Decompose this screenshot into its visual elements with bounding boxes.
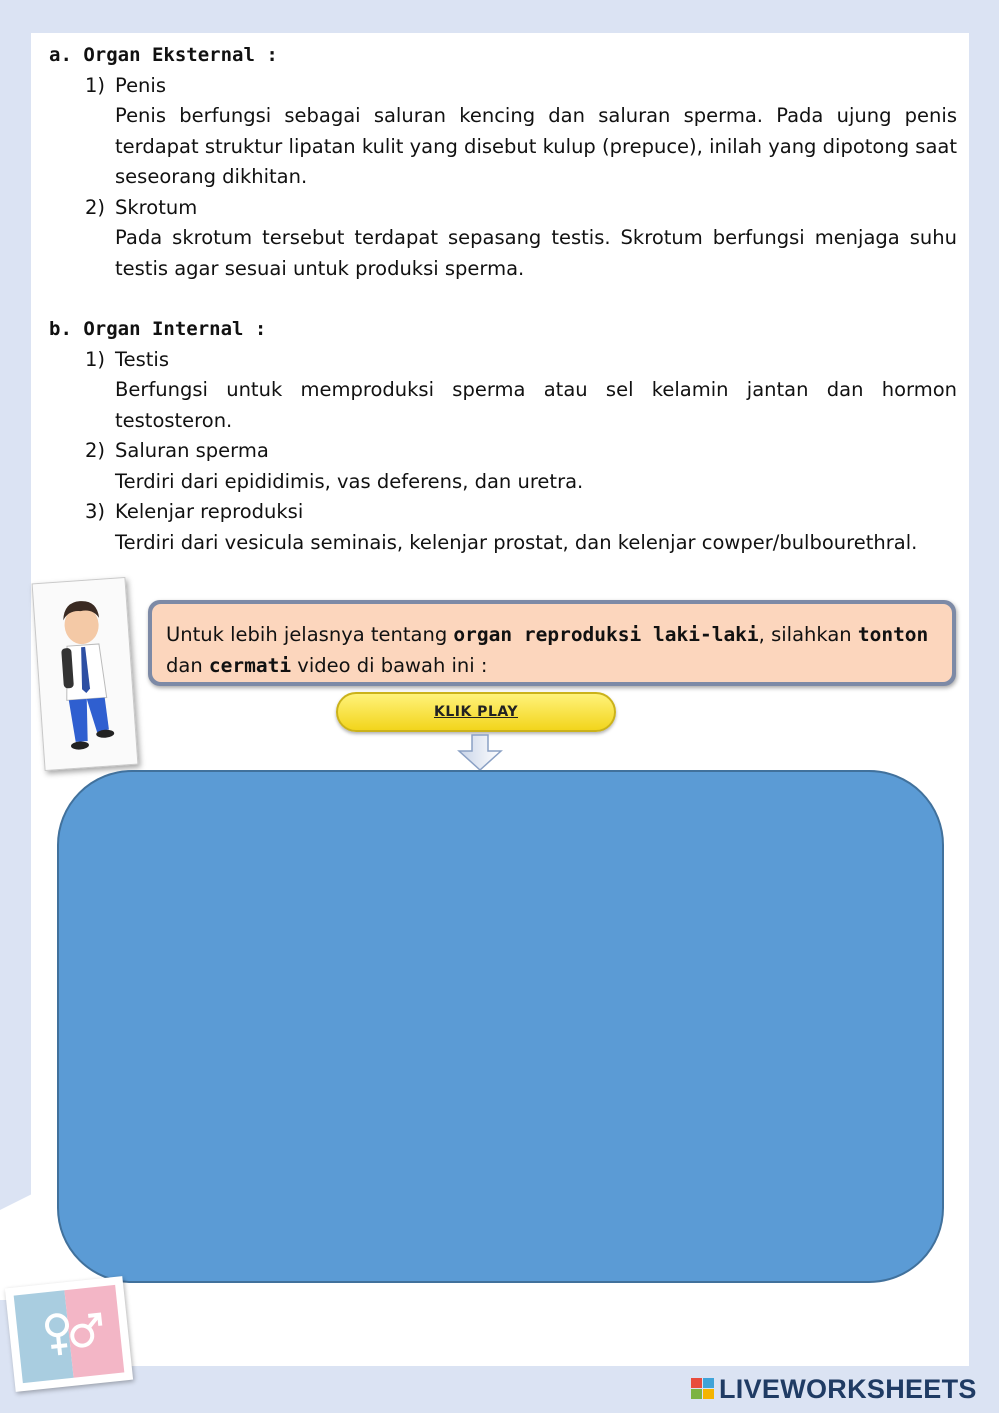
instruction-callout [148, 600, 956, 686]
callout-bold-text: tonton [857, 623, 929, 646]
callout-text: Untuk lebih jelasnya tentang [166, 623, 454, 646]
list-number: 1) [85, 347, 106, 371]
item-description: Pada skrotum tersebut terdapat sepasang testis. Skrotum berfungsi menjaga suhu testis agar sesuai untuk produksi sperma. [115, 226, 957, 280]
callout-bold-text: cermati [208, 654, 292, 677]
list-number: 3) [85, 500, 106, 523]
logo-text: LIVEWORKSHEETS [719, 1373, 977, 1404]
callout-text: dan [166, 654, 209, 677]
list-item-title [49, 436, 957, 467]
item-title: Saluran sperma [115, 439, 269, 462]
external-heading: a. Organ Eksternal : [49, 44, 278, 66]
student-photo-card [32, 577, 139, 771]
item-description: Terdiri dari vesicula seminais, kelenjar prostat, dan kelenjar cowper/bulbourethral. [115, 530, 918, 554]
list-number: 2) [85, 195, 106, 219]
item-description: Berfungsi untuk memproduksi sperma atau sel kelamin jantan dan hormon testosteron. [115, 378, 957, 432]
list-number: 1) [85, 73, 106, 97]
item-description: Penis berfungsi sebagai saluran kencing dan saluran sperma. Pada ujung penis terdapat struktur lipatan kulit yang disebut kulup (prepuce), inilah yang dipotong saat seseorang dikhitan. [115, 104, 957, 188]
play-button[interactable]: KLIK PLAY [336, 692, 616, 732]
callout-bold-text: organ reproduksi laki-laki [453, 623, 759, 646]
callout-text: , silahkan [758, 623, 858, 646]
item-title: Penis [115, 73, 166, 97]
student-icon [33, 578, 138, 770]
corner-decoration [0, 1180, 60, 1300]
gender-symbols-icon [5, 1276, 133, 1392]
item-description: Terdiri dari epididimis, vas deferens, dan uretra. [115, 469, 584, 493]
item-title: Testis [115, 347, 169, 371]
list-item-title [49, 71, 957, 102]
internal-heading: b. Organ Internal : [49, 318, 267, 340]
video-placeholder[interactable] [57, 770, 944, 1283]
liveworksheets-logo-icon [690, 1376, 716, 1402]
gender-sticker [5, 1276, 133, 1392]
list-item-title [49, 193, 957, 224]
item-title: Skrotum [115, 195, 198, 219]
item-title: Kelenjar reproduksi [115, 500, 304, 523]
content-text [49, 40, 957, 558]
instruction-text [152, 604, 952, 682]
arrow-down-icon [456, 734, 504, 772]
liveworksheets-logo[interactable] [690, 1374, 990, 1404]
callout-text: video di bawah ini : [291, 654, 488, 677]
list-item-title [49, 497, 957, 528]
list-number: 2) [85, 439, 106, 462]
list-item-title [49, 345, 957, 376]
